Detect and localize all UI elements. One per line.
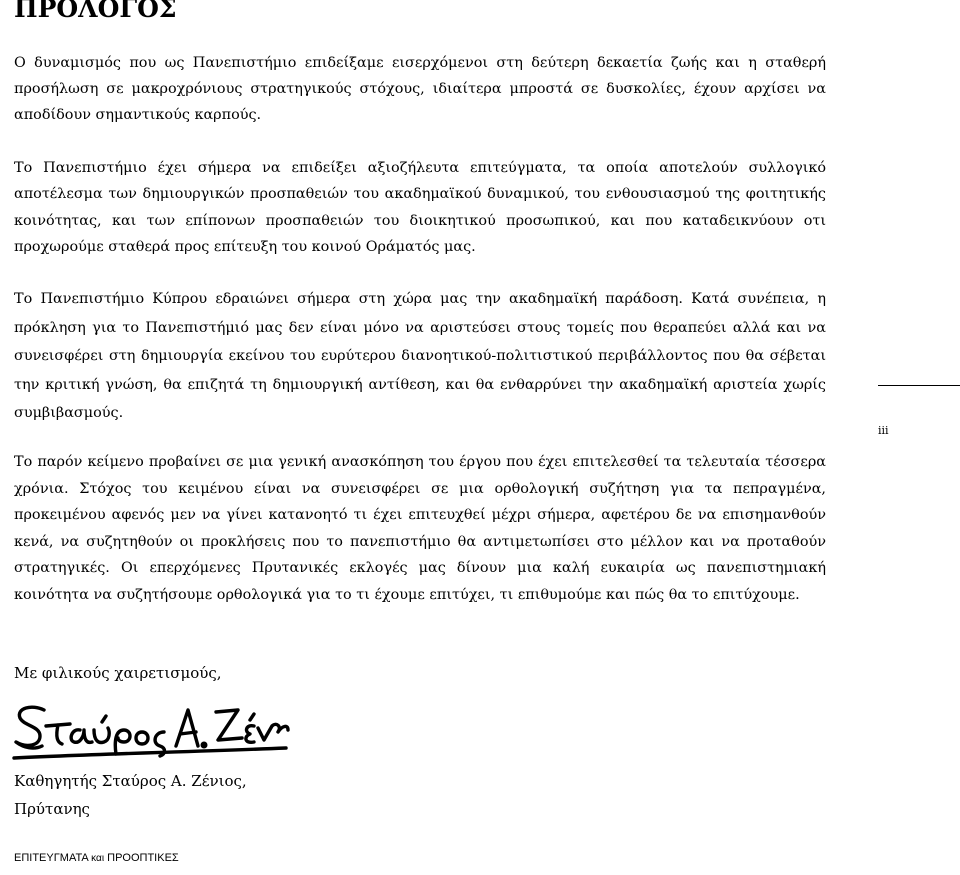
running-footer [14,852,179,864]
signatory-name: Καθηγητής Σταύρος Α. Ζένιος, [14,772,247,790]
closing-greeting: Με φιλικούς χαιρετισμούς, [14,664,222,682]
paragraph-purpose: Το παρόν κείμενο προβαίνει σε μια γενική ανασκόπηση του έργου που έχει επιτελεσθεί τα τελευταία τέσσερα χρόνια. Στόχος του κειμένου είναι να συνεισφέρει σε μια ορθολογική συζήτηση για τα πεπραγμένα, προκειμένου αφενός μεν να γίνει κατανοητό τι έχει επιτευχθεί μέχρι σήμερα, αφετέρου δε να επισημανθούν κενά, να συζητηθούν οι προκλήσεις που το πανεπιστήμιο θα αντιμετωπίσει στο μέλλον και να προταθούν στρατηγικές. Οι επερχόμενες Πρυτανικές εκλογές μας δίνουν μια καλή ευκαιρία ως πανεπιστημιακή κοινότητα να συζητήσουμε ορθολογικά για το τι έχουμε επιτύχει, τι επιθυμούμε και πώς θα το επιτύχουμε. [14,454,826,603]
footer-part-3: ΠΡΟΟΠΤΙΚΕΣ [107,852,179,864]
paragraph-tradition: Το Πανεπιστήμιο Κύπρου εδραιώνει σήμερα στη χώρα μας την ακαδημαϊκή παράδοση. Κατά συνέπεια, η πρόκληση για το Πανεπιστήμιό μας δεν είναι μόνο να αριστεύσει στους τομείς που θεραπεύει αλλά και να συνεισφέρει στη δημιουργία εκείνου του ευρύτερου διανοητικού-πολιτιστικού περιβάλλοντος που θα σέβεται την κριτική γνώση, θα επιζητά τη δημιουργική αντίθεση, και θα ενθαρρύνει την ακαδημαϊκή αριστεία χωρίς συμβιβασμούς. [14,291,826,421]
footer-part-2: και [91,853,105,864]
signatory-role: Πρύτανης [14,800,90,818]
footer-part-1: ΕΠΙΤΕΥΓΜΑΤΑ [14,852,89,864]
margin-rule [878,385,960,386]
paragraph-achievements: Το Πανεπιστήμιο έχει σήμερα να επιδείξει αξιοζήλευτα επιτεύγματα, τα οποία αποτελούν συλλογικό αποτέλεσμα των δημιουργικών προσπαθειών του ακαδημαϊκού δυναμικού, του ενθουσιασμού της φοιτητικής κοινότητας, και των επίπονων προσπαθειών του διοικητικού προσωπικού, και που καταδεικνύουν οτι προχωρούμε σταθερά προς επίτευξη του κοινού Οράματός μας. [14,160,826,256]
page-title: ΠΡΟΛΟΓΟΣ [14,0,177,23]
page-number: iii [878,424,889,437]
handwritten-signature [10,696,290,760]
paragraph-intro: Ο δυναμισμός που ως Πανεπιστήμιο επιδείξαμε εισερχόμενοι στη δεύτερη δεκαετία ζωής και η σταθερή προσήλωση σε μακροχρόνιους στρατηγικούς στόχους, ιδιαίτερα μπροστά σε δυσκολίες, έχουν αρχίσει να αποδίδουν σημαντικούς καρπούς. [14,55,826,123]
